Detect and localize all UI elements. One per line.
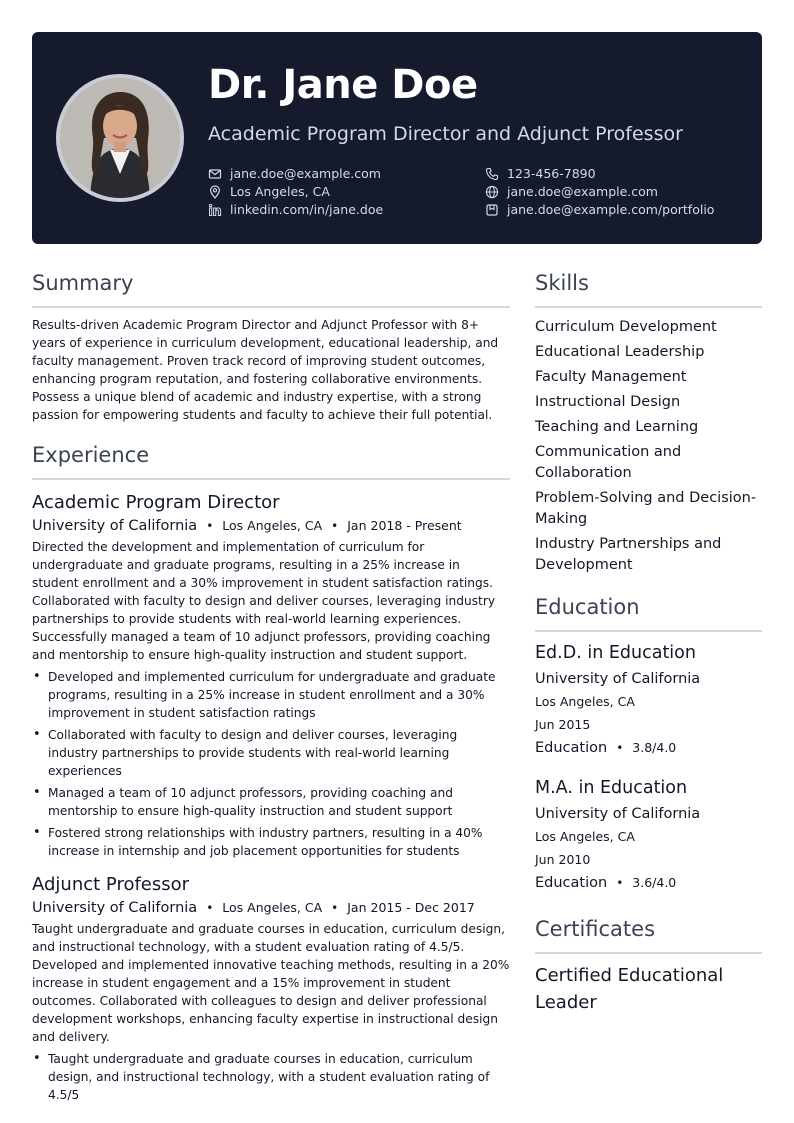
job-bullet: • Developed and implemented curriculum for undergraduate and graduate programs, resulting in a 25% increase in student enrollment and a 30% improvement in student satisfaction ratings [32, 668, 510, 722]
certificates-heading: Certificates [535, 917, 656, 941]
education-date: Jun 2015 [535, 717, 591, 732]
job-entry [32, 490, 510, 860]
job-dates: Jan 2015 - Dec 2017 [347, 900, 475, 915]
job-location: Los Angeles, CA [222, 518, 323, 533]
job-location: Los Angeles, CA [222, 900, 323, 915]
education-gpa: 3.6/4.0 [632, 875, 677, 890]
separator-dot: • [206, 901, 214, 915]
education-gpa: 3.8/4.0 [632, 740, 677, 755]
certificate-item: Certified Educational Leader [535, 965, 724, 1013]
education-heading: Education [535, 595, 640, 619]
skill-item: Communication and Collaboration [535, 444, 682, 481]
skill-item: Faculty Management [535, 369, 687, 385]
education-meta [535, 872, 762, 894]
portfolio-icon [485, 203, 499, 217]
summary-section [32, 268, 510, 424]
summary-heading: Summary [32, 271, 134, 295]
job-organization: University of California [32, 518, 198, 534]
candidate-title: Academic Program Director and Adjunct Professor [208, 123, 683, 145]
contact-location-text: Los Angeles, CA [230, 184, 330, 199]
mail-icon [208, 167, 222, 181]
job-bullet: • Taught undergraduate and graduate courses in education, curriculum design, and instructional technology, with a student evaluation rating of 4.5/5 [32, 1050, 510, 1104]
education-degree: M.A. in Education [535, 778, 688, 798]
skills-section [535, 268, 762, 576]
contact-portfolio[interactable] [485, 202, 714, 217]
certificates-section [535, 914, 762, 1016]
education-entry [535, 775, 762, 894]
summary-text: Results-driven Academic Program Director and Adjunct Professor with 8+ years of experience in curriculum development, educational leadership, and faculty management. Proven track record of improving student outcomes, enhancing program reputation, and fostering collaborative environments. Possess a unique blend of academic and industry expertise, with a strong passion for empowering students and faculty to achieve their full potential. [32, 318, 499, 422]
contact-list [208, 166, 748, 226]
skills-heading: Skills [535, 271, 589, 295]
job-organization: University of California [32, 900, 198, 916]
skills-divider [535, 306, 762, 308]
profile-photo [56, 74, 184, 202]
contact-email-text: jane.doe@example.com [230, 166, 381, 181]
skills-list [535, 317, 762, 576]
education-school: University of California [535, 671, 701, 687]
job-entry [32, 872, 510, 1104]
job-bullet: • Fostered strong relationships with industry partners, resulting in a 40% increase in internship and job placement opportunities for students [32, 824, 510, 860]
experience-divider [32, 478, 510, 480]
summary-divider [32, 306, 510, 308]
map-pin-icon [208, 185, 222, 199]
separator-dot: • [331, 519, 339, 533]
contact-phone-text: 123-456-7890 [507, 166, 596, 181]
education-entry [535, 640, 762, 759]
job-meta [32, 900, 510, 916]
experience-section [32, 440, 510, 1104]
job-dates: Jan 2018 - Present [347, 518, 462, 533]
skill-item: Curriculum Development [535, 319, 717, 335]
contact-website[interactable] [485, 184, 658, 199]
phone-icon [485, 167, 499, 181]
main-column [32, 268, 510, 1108]
job-description: Directed the development and implementation of curriculum for undergraduate and graduate programs, resulting in a 25% increase in student enrollment and a 30% improvement in student satisfaction ratings. Collaborated with faculty to design and deliver courses, leveraging industry partnerships to provide students with real-world learning experiences. Successfully managed a team of 10 adjunct professors, providing coaching and mentorship to ensure high-quality instruction and student support. [32, 540, 496, 662]
job-meta [32, 518, 510, 534]
globe-icon [485, 185, 499, 199]
education-section [535, 592, 762, 894]
education-field: Education [535, 875, 608, 891]
job-description: Taught undergraduate and graduate courses in education, curriculum design, and instructional technology, with a student evaluation rating of 4.5/5. Developed and implemented innovative teaching methods, resulting in a 20% increase in student engagement and a 15% improvement in student outcomes. Collaborated with colleagues to design and deliver professional development workshops, enhancing faculty expertise in instructional design and delivery. [32, 922, 510, 1044]
contact-phone[interactable] [485, 166, 596, 181]
contact-linkedin[interactable] [208, 202, 383, 217]
education-field: Education [535, 740, 608, 756]
contact-email[interactable] [208, 166, 381, 181]
job-title: Adjunct Professor [32, 874, 190, 895]
candidate-name: Dr. Jane Doe [208, 62, 478, 108]
separator-dot: • [616, 876, 624, 890]
contact-website-text: jane.doe@example.com [507, 184, 658, 199]
contact-linkedin-text: linkedin.com/in/jane.doe [230, 202, 384, 217]
separator-dot: • [331, 901, 339, 915]
skill-item: Teaching and Learning [535, 419, 699, 435]
separator-dot: • [206, 519, 214, 533]
education-degree: Ed.D. in Education [535, 643, 696, 663]
skill-item: Instructional Design [535, 394, 681, 410]
job-bullet: • Managed a team of 10 adjunct professors, providing coaching and mentorship to ensure high-quality instruction and student support [32, 784, 510, 820]
education-location: Los Angeles, CA [535, 694, 635, 709]
experience-heading: Experience [32, 443, 150, 467]
linkedin-icon [208, 203, 222, 217]
profile-photo-illustration [60, 78, 180, 198]
education-divider [535, 630, 762, 632]
job-bullet: • Collaborated with faculty to design and deliver courses, leveraging industry partnerships to provide students with real-world learning experiences [32, 726, 510, 780]
education-meta [535, 737, 762, 759]
separator-dot: • [616, 741, 624, 755]
side-column [535, 268, 762, 1016]
skill-item: Problem-Solving and Decision-Making [535, 490, 757, 527]
job-bullets [32, 668, 510, 860]
contact-location [208, 184, 330, 199]
certificates-divider [535, 952, 762, 954]
resume-header [32, 32, 762, 244]
skill-item: Industry Partnerships and Development [535, 536, 722, 573]
skill-item: Educational Leadership [535, 344, 705, 360]
education-school: University of California [535, 806, 701, 822]
contact-portfolio-text: jane.doe@example.com/portfolio [507, 202, 715, 217]
education-location: Los Angeles, CA [535, 829, 635, 844]
job-bullets [32, 1050, 510, 1104]
job-title: Academic Program Director [32, 492, 280, 513]
education-date: Jun 2010 [535, 852, 591, 867]
